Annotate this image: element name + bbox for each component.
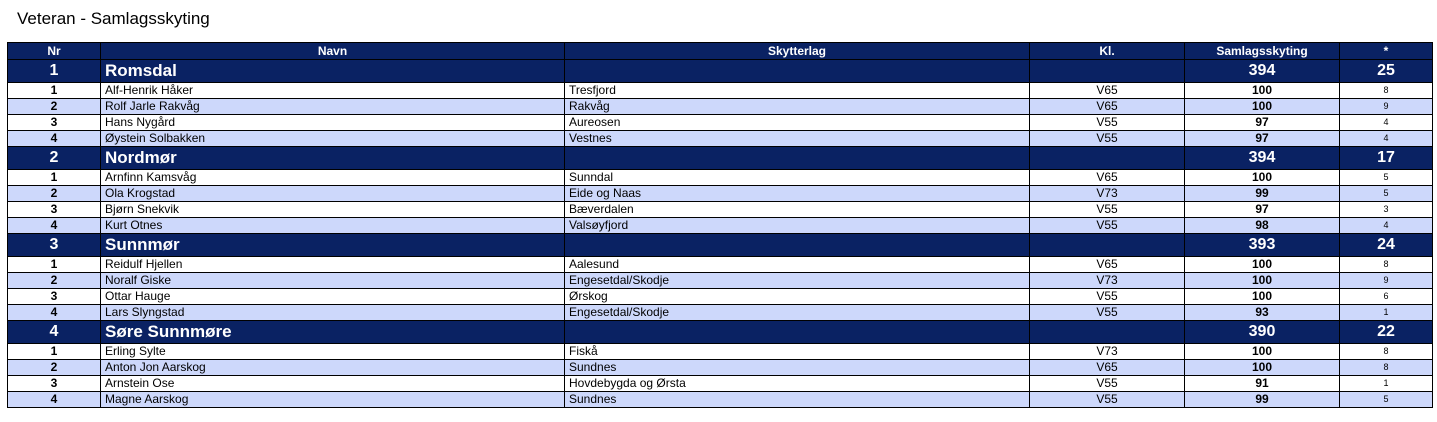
table-row [8,376,1433,392]
shooter-star: 4 [1340,218,1433,234]
shooter-class: V73 [1030,344,1185,360]
shooter-nr: 3 [8,289,101,305]
shooter-score: 100 [1185,170,1340,186]
shooter-nr: 4 [8,305,101,321]
shooter-name: Ola Krogstad [101,186,565,202]
team-star: 25 [1340,60,1433,83]
shooter-club: Bæverdalen [565,202,1030,218]
shooter-star: 6 [1340,289,1433,305]
shooter-class: V73 [1030,186,1185,202]
shooter-name: Rolf Jarle Rakvåg [101,99,565,115]
shooter-club: Valsøyfjord [565,218,1030,234]
shooter-name: Hans Nygård [101,115,565,131]
table-row [8,289,1433,305]
results-table [7,42,1433,408]
table-row [8,392,1433,408]
team-empty-cell [1030,60,1185,83]
shooter-class: V65 [1030,83,1185,99]
shooter-class: V73 [1030,273,1185,289]
shooter-nr: 1 [8,344,101,360]
shooter-name: Ottar Hauge [101,289,565,305]
shooter-star: 5 [1340,186,1433,202]
team-row [8,234,1433,257]
shooter-club: Sundnes [565,392,1030,408]
team-rank: 2 [8,147,101,170]
shooter-score: 99 [1185,186,1340,202]
shooter-score: 97 [1185,131,1340,147]
shooter-class: V55 [1030,289,1185,305]
column-header-skytterlag: Skytterlag [565,43,1030,60]
shooter-club: Vestnes [565,131,1030,147]
table-row [8,202,1433,218]
table-row [8,257,1433,273]
shooter-name: Arnstein Ose [101,376,565,392]
team-empty-cell [565,60,1030,83]
shooter-nr: 1 [8,170,101,186]
shooter-nr: 4 [8,218,101,234]
shooter-name: Reidulf Hjellen [101,257,565,273]
shooter-class: V55 [1030,131,1185,147]
shooter-score: 99 [1185,392,1340,408]
shooter-nr: 1 [8,83,101,99]
shooter-class: V55 [1030,202,1185,218]
team-name: Romsdal [101,60,565,83]
team-total: 394 [1185,60,1340,83]
shooter-club: Aalesund [565,257,1030,273]
shooter-star: 8 [1340,360,1433,376]
shooter-nr: 2 [8,273,101,289]
shooter-name: Erling Sylte [101,344,565,360]
shooter-class: V65 [1030,170,1185,186]
shooter-star: 9 [1340,273,1433,289]
shooter-nr: 3 [8,202,101,218]
shooter-class: V55 [1030,392,1185,408]
shooter-star: 4 [1340,131,1433,147]
shooter-star: 1 [1340,376,1433,392]
shooter-star: 5 [1340,392,1433,408]
shooter-nr: 2 [8,360,101,376]
shooter-name: Øystein Solbakken [101,131,565,147]
team-row [8,321,1433,344]
team-total: 394 [1185,147,1340,170]
shooter-score: 100 [1185,344,1340,360]
team-rank: 3 [8,234,101,257]
shooter-score: 100 [1185,360,1340,376]
table-row [8,99,1433,115]
shooter-name: Bjørn Snekvik [101,202,565,218]
shooter-club: Hovdebygda og Ørsta [565,376,1030,392]
shooter-nr: 2 [8,99,101,115]
column-header-star: * [1340,43,1433,60]
team-empty-cell [1030,234,1185,257]
shooter-club: Engesetdal/Skodje [565,273,1030,289]
team-name: Nordmør [101,147,565,170]
team-empty-cell [1030,147,1185,170]
table-row [8,115,1433,131]
team-empty-cell [1030,321,1185,344]
shooter-score: 98 [1185,218,1340,234]
shooter-score: 100 [1185,273,1340,289]
shooter-score: 93 [1185,305,1340,321]
table-row [8,218,1433,234]
team-row [8,60,1433,83]
shooter-score: 100 [1185,83,1340,99]
shooter-star: 8 [1340,344,1433,360]
shooter-name: Anton Jon Aarskog [101,360,565,376]
shooter-club: Rakvåg [565,99,1030,115]
team-name: Søre Sunnmøre [101,321,565,344]
team-star: 22 [1340,321,1433,344]
shooter-club: Eide og Naas [565,186,1030,202]
shooter-name: Lars Slyngstad [101,305,565,321]
team-name: Sunnmør [101,234,565,257]
team-total: 393 [1185,234,1340,257]
shooter-club: Fiskå [565,344,1030,360]
table-row [8,131,1433,147]
shooter-nr: 3 [8,115,101,131]
team-row [8,147,1433,170]
shooter-score: 97 [1185,202,1340,218]
shooter-star: 3 [1340,202,1433,218]
shooter-star: 1 [1340,305,1433,321]
shooter-name: Noralf Giske [101,273,565,289]
team-empty-cell [565,321,1030,344]
shooter-class: V55 [1030,376,1185,392]
shooter-star: 9 [1340,99,1433,115]
shooter-class: V65 [1030,99,1185,115]
shooter-score: 100 [1185,289,1340,305]
team-rank: 4 [8,321,101,344]
table-row [8,273,1433,289]
shooter-star: 5 [1340,170,1433,186]
shooter-club: Engesetdal/Skodje [565,305,1030,321]
team-empty-cell [565,234,1030,257]
shooter-nr: 1 [8,257,101,273]
shooter-class: V65 [1030,360,1185,376]
shooter-class: V55 [1030,218,1185,234]
team-star: 24 [1340,234,1433,257]
table-header-row [8,43,1433,60]
shooter-club: Aureosen [565,115,1030,131]
team-star: 17 [1340,147,1433,170]
team-total: 390 [1185,321,1340,344]
shooter-star: 4 [1340,115,1433,131]
shooter-star: 8 [1340,83,1433,99]
team-rank: 1 [8,60,101,83]
table-row [8,305,1433,321]
shooter-club: Sundnes [565,360,1030,376]
table-row [8,344,1433,360]
shooter-class: V55 [1030,305,1185,321]
column-header-nr: Nr [8,43,101,60]
shooter-club: Sunndal [565,170,1030,186]
results-body [8,60,1433,408]
shooter-star: 8 [1340,257,1433,273]
shooter-name: Alf-Henrik Håker [101,83,565,99]
column-header-samlagsskyting: Samlagsskyting [1185,43,1340,60]
shooter-nr: 4 [8,392,101,408]
shooter-score: 91 [1185,376,1340,392]
shooter-nr: 2 [8,186,101,202]
shooter-class: V55 [1030,115,1185,131]
table-row [8,170,1433,186]
shooter-name: Arnfinn Kamsvåg [101,170,565,186]
shooter-class: V65 [1030,257,1185,273]
team-empty-cell [565,147,1030,170]
column-header-klasse: Kl. [1030,43,1185,60]
shooter-nr: 4 [8,131,101,147]
shooter-score: 100 [1185,99,1340,115]
table-row [8,83,1433,99]
shooter-club: Ørskog [565,289,1030,305]
shooter-score: 100 [1185,257,1340,273]
table-row [8,186,1433,202]
shooter-score: 97 [1185,115,1340,131]
shooter-name: Magne Aarskog [101,392,565,408]
shooter-nr: 3 [8,376,101,392]
shooter-name: Kurt Otnes [101,218,565,234]
column-header-navn: Navn [101,43,565,60]
table-row [8,360,1433,376]
page-title: Veteran - Samlagsskyting [17,9,210,28]
shooter-club: Tresfjord [565,83,1030,99]
